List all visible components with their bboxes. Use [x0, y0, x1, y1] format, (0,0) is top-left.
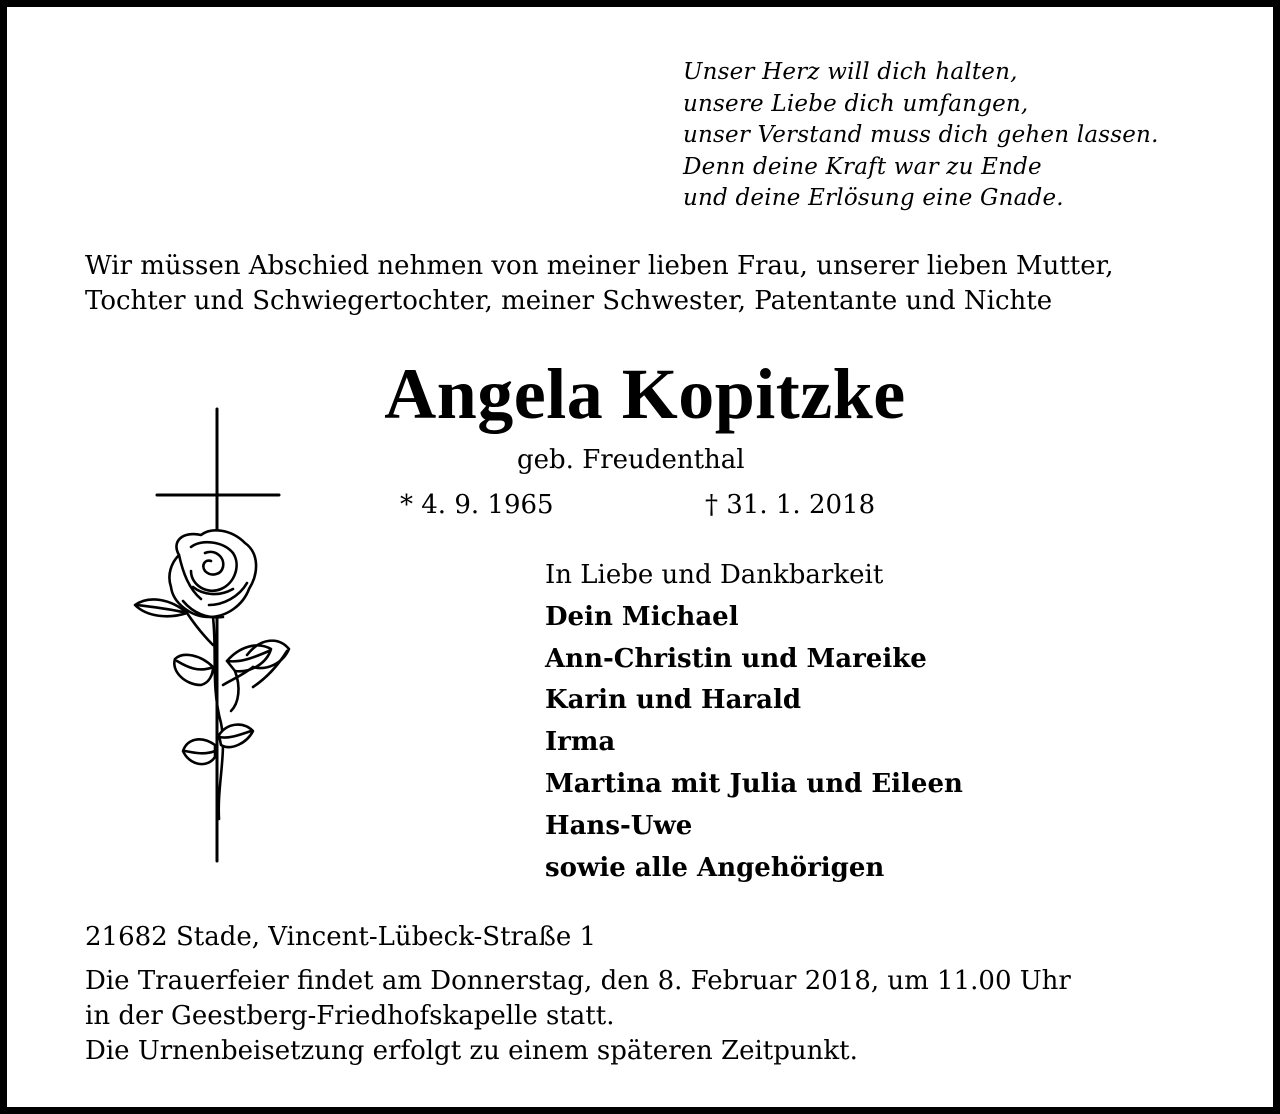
intro-line: Wir müssen Abschied nehmen von meiner lieben Frau, unserer lieben Mutter,: [85, 251, 1114, 281]
mourners-block: [545, 555, 963, 889]
intro-text: [85, 249, 1113, 319]
notice-line: in der Geestberg-Friedhofskapelle statt.: [85, 1001, 615, 1031]
poem-line: Denn deine Kraft war zu Ende: [683, 153, 1042, 180]
address: 21682 Stade, Vincent-Lübeck-Straße 1: [85, 922, 597, 952]
service-notice: [85, 964, 1071, 1069]
deceased-name: Angela Kopitzke: [384, 354, 906, 434]
birth-date: * 4. 9. 1965: [400, 490, 554, 520]
notice-line: Die Urnenbeisetzung erfolgt zu einem späteren Zeitpunkt.: [85, 1036, 858, 1066]
mourner-name: Martina mit Julia und Eileen: [545, 768, 963, 799]
poem-line: Unser Herz will dich halten,: [683, 59, 1018, 85]
notice-line: Die Trauerfeier findet am Donnerstag, den 8. Februar 2018, um 11.00 Uhr: [85, 966, 1071, 996]
mourner-name: Ann-Christin und Mareike: [545, 643, 927, 674]
poem-line: und deine Erlösung eine Gnade.: [683, 185, 1064, 211]
mourner-name: Irma: [545, 727, 616, 758]
mourner-name: Karin und Harald: [545, 685, 802, 716]
maiden-name: geb. Freudenthal: [517, 445, 745, 475]
intro-line: Tochter und Schwiegertochter, meiner Schwester, Patentante und Nichte: [85, 286, 1053, 316]
poem: [683, 57, 1159, 215]
mourner-name: Dein Michael: [545, 601, 739, 632]
poem-line: unser Verstand muss dich gehen lassen.: [683, 122, 1159, 148]
death-date: † 31. 1. 2018: [705, 490, 876, 520]
poem-line: unsere Liebe dich umfangen,: [683, 90, 1029, 117]
cross-with-rose-icon: [127, 405, 307, 867]
mourners-lead: In Liebe und Dankbarkeit: [545, 560, 884, 590]
mourner-name: sowie alle Angehörigen: [545, 852, 885, 883]
mourner-name: Hans-Uwe: [545, 810, 693, 841]
